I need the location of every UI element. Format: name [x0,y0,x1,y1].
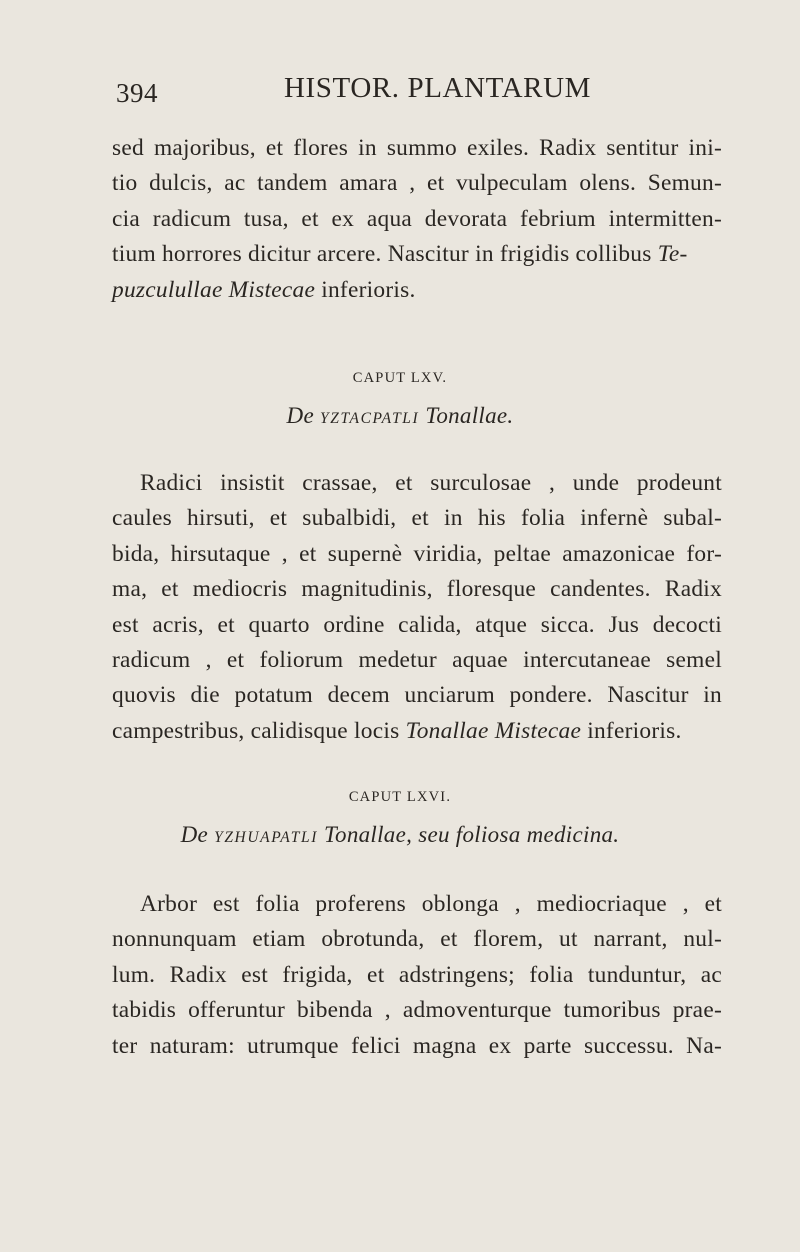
text-line: lum. Radix est frigida, et adstringens; folia tunduntur, ac [112,961,722,988]
text-line [112,273,722,308]
text-line: quovis die potatum decem unciarum pondere. Nascitur in [112,682,722,709]
text-segment: tium horrores dicitur arcere. Nascitur in frigidis collibus [112,241,652,268]
title-rest: Tonallae. [419,403,514,428]
chapter-title [0,822,800,848]
text-segment: inferioris. [581,717,682,744]
text-line: bida, hirsutaque , et supernè viridia, peltae amazonicae for- [112,540,722,567]
italic-place-name: Tonallae Mistecae [405,717,582,744]
paragraph-2 [112,466,722,749]
plant-name: YZHUAPATLI [214,829,318,846]
italic-place-name: Te- [657,241,688,268]
text-line: Radici insistit crassae, et surculosae , unde prodeunt [140,470,722,496]
running-title: HISTOR. PLANTARUM [284,72,592,104]
page-number: 394 [116,78,158,108]
text-line: ter naturam: utrumque felici magna ex parte successu. Na- [112,1032,722,1059]
running-head [0,72,800,122]
paragraph-1 [112,131,722,308]
italic-place-name: puzculullae Mistecae [112,276,316,303]
paragraph-3 [112,887,722,1064]
text-line: est acris, et quarto ordine calida, atque sicca. Jus decocti [112,611,722,638]
text-line: ma, et mediocris magnitudinis, floresque candentes. Radix [112,576,722,603]
text-line [112,237,722,272]
text-line [112,714,722,749]
text-segment: campestribus, calidisque locis [112,717,406,744]
chapter-title [0,403,800,429]
text-line: cia radicum tusa, et ex aqua devorata febrium intermitten- [112,205,722,232]
text-segment: inferioris. [315,276,416,303]
text-line: nonnunquam etiam obrotunda, et florem, ut narrant, nul- [112,926,722,953]
title-de: De [180,822,215,847]
text-line: Arbor est folia proferens oblonga , mediocriaque , et [140,891,722,917]
title-de: De [286,403,320,428]
text-line: caules hirsuti, et subalbidi, et in his folia infernè subal- [112,505,722,532]
text-line: tio dulcis, ac tandem amara , et vulpeculam olens. Semun- [112,170,722,197]
title-rest: Tonallae, seu foliosa medicina. [317,822,620,847]
plant-name: YZTACPATLI [320,410,420,427]
text-line: radicum , et foliorum medetur aquae intercutaneae semel [112,646,722,673]
text-line: tabidis offeruntur bibenda , admoventurque tumoribus prae- [112,997,722,1024]
text-line: sed majoribus, et flores in summo exiles. Radix sentitur ini- [112,135,722,161]
chapter-heading: CAPUT LXVI. [348,789,452,805]
chapter-heading: CAPUT LXV. [352,370,448,386]
